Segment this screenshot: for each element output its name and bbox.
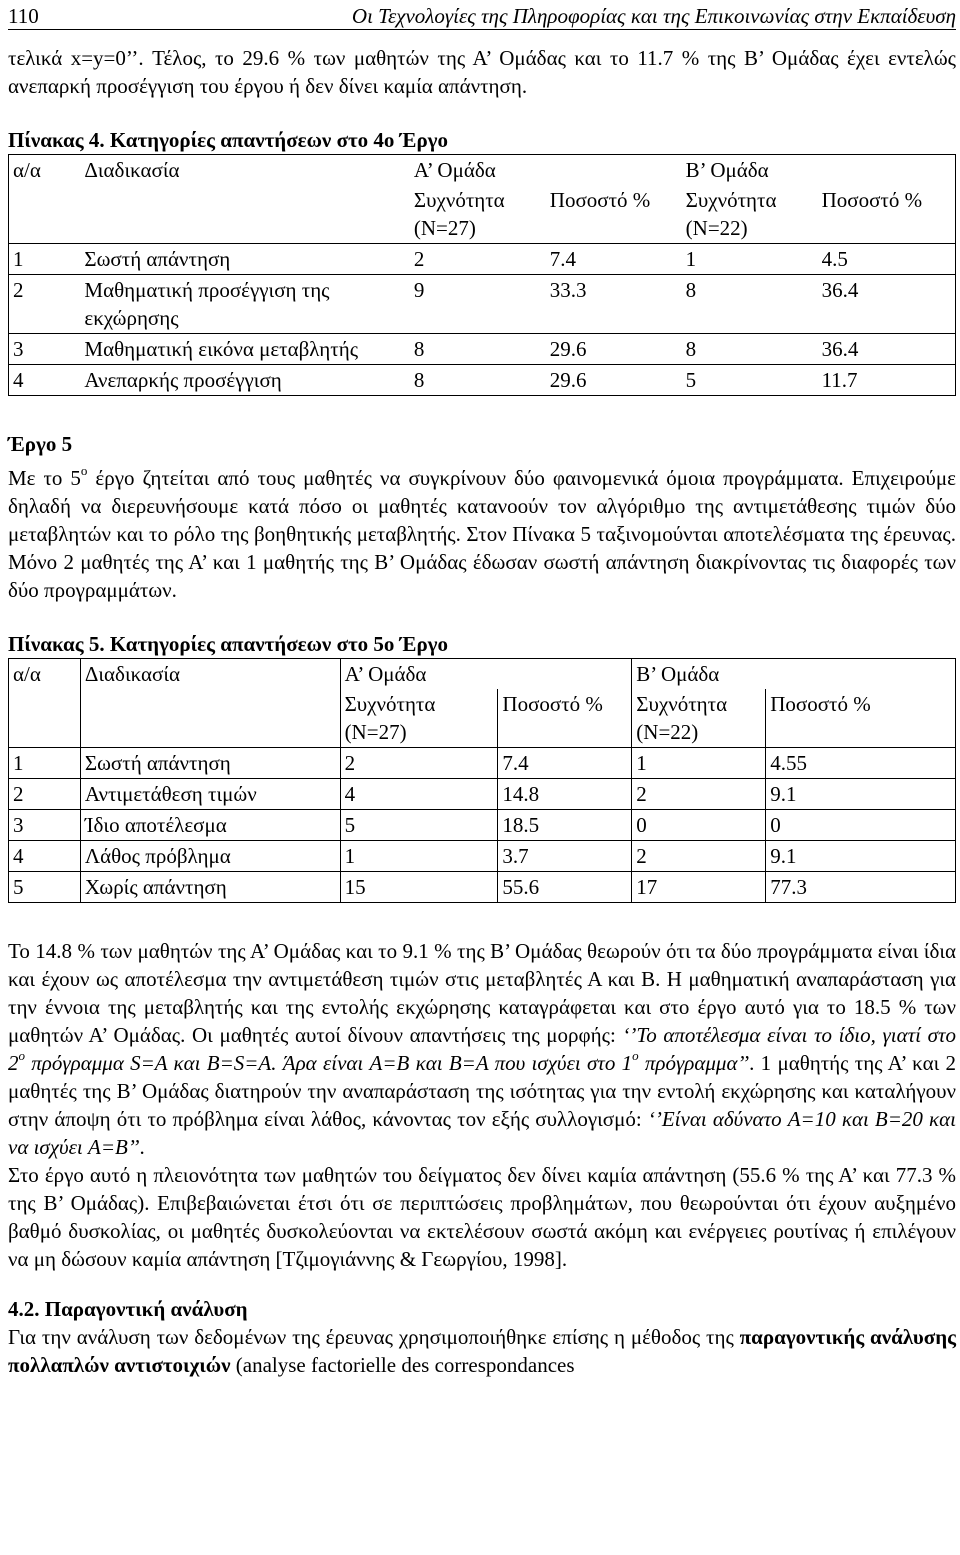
table5-col-aa: α/α xyxy=(9,659,81,690)
quote-sup: ο xyxy=(18,1048,25,1063)
cell-pct-a: 33.3 xyxy=(546,275,682,334)
cell-freq-b: 8 xyxy=(682,275,818,334)
cell-pct-b: 9.1 xyxy=(766,841,956,872)
table5-col-procedure: Διαδικασία xyxy=(80,659,340,690)
table4-caption xyxy=(8,126,956,154)
table-row xyxy=(9,810,956,841)
intro-paragraph: τελικά x=y=0’’. Τέλος, το 29.6 % των μαθητών της Α’ Ομάδας και το 11.7 % της Β’ Ομάδας έχει εντελώς ανεπαρκή προσέγγιση του έργου ή δεν δίνει καμία απάντηση. xyxy=(8,46,956,98)
cell-pct-b: 11.7 xyxy=(818,365,956,396)
row-label: Χωρίς απάντηση xyxy=(80,872,340,903)
table-row xyxy=(9,841,956,872)
row-label: Μαθηματική προσέγγιση της εκχώρησης xyxy=(80,275,410,334)
table5-caption xyxy=(8,630,956,658)
row-number: 1 xyxy=(9,244,81,275)
cell-pct-b: 36.4 xyxy=(818,334,956,365)
cell-freq-b: 1 xyxy=(632,748,766,779)
table5-subheader-row xyxy=(9,689,956,748)
cell-freq-a: 15 xyxy=(340,872,498,903)
quote-text: ‘’Είναι αδύνατο A=10 και B=20 και να ισχύει A=B’’ xyxy=(8,1107,956,1159)
cell-pct-a: 7.4 xyxy=(546,244,682,275)
cell-freq-b: 8 xyxy=(682,334,818,365)
cell-freq-a: 4 xyxy=(340,779,498,810)
table-5 xyxy=(8,658,956,903)
table5-freq-a: Συχνότητα (N=27) xyxy=(340,689,498,748)
table-row xyxy=(9,275,956,334)
table4-caption-label: Πίνακας 4. xyxy=(8,128,105,152)
row-label: Μαθηματική εικόνα μεταβλητής xyxy=(80,334,410,365)
cell-freq-a: 1 xyxy=(340,841,498,872)
cell-freq-a: 2 xyxy=(410,244,546,275)
table5-group-a: Α’ Ομάδα xyxy=(340,659,632,690)
table4-group-b: Β’ Ομάδα xyxy=(685,158,769,182)
cell-pct-a: 55.6 xyxy=(498,872,632,903)
table4-header-row xyxy=(9,155,956,186)
section-paragraph xyxy=(8,1323,956,1379)
discussion-paragraph-2: Στο έργο αυτό η πλειονότητα των μαθητών του δείγματος δεν δίνει καμία απάντηση (55.6 % της Α’ και 77.3 % της Β’ Ομάδας). Επιβεβαιώνεται έτσι ότι σε περιπτώσεις προβλημάτων, που θεωρούνται ότι έχουν αυξημένο βαθμό δυσκολίας, οι μαθητές δυσκολεύονται να εκτελέσουν σωστά ακόμη και ενέργειες ρουτίνας ή επιλέγουν να μη δώσουν καμία απάντηση [Τζιμογιάννης & Γεωργίου, 1998]. xyxy=(8,1163,956,1271)
quote-text: ‘’Το αποτέλεσμα είναι το ίδιο, γιατί στο 2 xyxy=(8,1023,956,1075)
cell-pct-a: 7.4 xyxy=(498,748,632,779)
cell-pct-b: 77.3 xyxy=(766,872,956,903)
discussion-paragraph-1 xyxy=(8,937,956,1161)
row-number: 3 xyxy=(9,810,81,841)
section-heading: 4.2. Παραγοντική ανάλυση xyxy=(8,1297,248,1321)
row-number: 1 xyxy=(9,748,81,779)
page-number: 110 xyxy=(8,4,39,28)
page xyxy=(8,0,956,1379)
cell-pct-b: 4.5 xyxy=(818,244,956,275)
table4-caption-title: Κατηγορίες απαντήσεων στο 4ο Έργο xyxy=(109,128,449,152)
cell-pct-b: 0 xyxy=(766,810,956,841)
row-label: Ανεπαρκής προσέγγιση xyxy=(80,365,410,396)
cell-pct-a: 18.5 xyxy=(498,810,632,841)
cell-freq-a: 8 xyxy=(410,365,546,396)
table-row xyxy=(9,365,956,396)
discussion-text: . 1 μαθητής της Α’ και 2 μαθητές της Β’ Ομάδας διατηρούν την αναπαράσταση της ισότητας για την εντολή εκχώρησης και καταλήγουν στην άποψη ότι το πρόβλημα είναι λάθος, κάνοντας τον εξής συλλογισμό: xyxy=(8,1051,957,1131)
quote-sup: ο xyxy=(632,1048,639,1063)
cell-pct-b: 36.4 xyxy=(818,275,956,334)
discussion-text: . xyxy=(139,1135,145,1159)
table4-col-procedure: Διαδικασία xyxy=(84,158,180,182)
section-bold-term: παραγοντικής ανάλυσης πολλαπλών αντιστοιχιών xyxy=(8,1325,956,1377)
table-4 xyxy=(8,154,956,396)
task5-text-rest: έργο ζητείται από τους μαθητές να συγκρίνουν δύο φαινομενικά όμοια προγράμματα. Επιχειρούμε δηλαδή να διερευνήσουμε κατά πόσο οι μαθητές κατανοούν τον αλγόριθμο της αντιμετάθεσης τιμών δύο μεταβλητών και το ρόλο της βοηθητικής μεταβλητής. Στον Πίνακα 5 ταξινομούνται αποτελέσματα της έρευνας. Μόνο 2 μαθητές της Α’ και 1 μαθητής της Β’ Ομάδας έδωσαν σωστή απάντηση διακρίνοντας τις διαφορές των δύο προγραμμάτων. xyxy=(8,466,956,602)
row-number: 4 xyxy=(9,841,81,872)
task5-sup: ο xyxy=(80,463,88,478)
discussion-text: Το 14.8 % των μαθητών της Α’ Ομάδας και το 9.1 % της Β’ Ομάδας θεωρούν ότι τα δύο προγράμματα είναι ίδια και έχουν ως αποτέλεσμα την αντιμετάθεση τιμών στις μεταβλητές Α και Β. Η μαθηματική αναπαράσταση για την έννοια της μεταβλητής και της εντολής εκχώρησης καταγράφεται και στο έργο αυτό για το 18.5 % των μαθητών Α’ Ομάδας. Οι μαθητές αυτοί δίνουν απαντήσεις της μορφής: xyxy=(8,939,956,1047)
table4-pct-b: Ποσοστό % xyxy=(821,188,923,212)
cell-freq-a: 2 xyxy=(340,748,498,779)
table5-freq-b: Συχνότητα (N=22) xyxy=(632,689,766,748)
quote-text: πρόγραμμα S=A και B=S=A. Άρα είναι A=B και B=A που ισχύει στο 1 xyxy=(25,1051,633,1075)
section-text: (analyse factorielle des correspondances xyxy=(230,1353,575,1377)
row-label: Αντιμετάθεση τιμών xyxy=(80,779,340,810)
table-row xyxy=(9,748,956,779)
row-number: 2 xyxy=(9,779,81,810)
table5-header-row xyxy=(9,659,956,690)
running-title: Οι Τεχνολογίες της Πληροφορίας και της Επικοινωνίας στην Εκπαίδευση xyxy=(351,4,956,28)
table5-caption-label: Πίνακας 5. xyxy=(8,632,105,656)
row-number: 4 xyxy=(9,365,81,396)
section-text: Για την ανάλυση των δεδομένων της έρευνας χρησιμοποιήθηκε επίσης η μέθοδος της xyxy=(8,1325,740,1349)
cell-pct-a: 29.6 xyxy=(546,365,682,396)
task5-text-start: Με το 5 xyxy=(8,466,81,490)
cell-freq-b: 1 xyxy=(682,244,818,275)
table4-group-a: Α’ Ομάδα xyxy=(413,158,496,182)
cell-pct-a: 3.7 xyxy=(498,841,632,872)
table-row xyxy=(9,872,956,903)
table-row xyxy=(9,779,956,810)
cell-freq-b: 2 xyxy=(632,779,766,810)
row-label: Σωστή απάντηση xyxy=(80,748,340,779)
row-number: 5 xyxy=(9,872,81,903)
cell-pct-a: 29.6 xyxy=(546,334,682,365)
table4-freq-b: Συχνότητα (N=22) xyxy=(685,188,777,240)
cell-freq-a: 8 xyxy=(410,334,546,365)
cell-pct-a: 14.8 xyxy=(498,779,632,810)
table4-subheader-row xyxy=(9,185,956,244)
table4-col-aa: α/α xyxy=(13,158,41,182)
page-header xyxy=(8,0,956,30)
table-row xyxy=(9,334,956,365)
cell-freq-b: 2 xyxy=(632,841,766,872)
table5-pct-a: Ποσοστό % xyxy=(498,689,632,748)
table5-pct-b: Ποσοστό % xyxy=(766,689,956,748)
row-number: 3 xyxy=(9,334,81,365)
row-label: Λάθος πρόβλημα xyxy=(80,841,340,872)
table-row xyxy=(9,244,956,275)
row-label: Σωστή απάντηση xyxy=(80,244,410,275)
row-number: 2 xyxy=(9,275,81,334)
cell-freq-b: 0 xyxy=(632,810,766,841)
task5-heading: Έργο 5 xyxy=(8,432,73,456)
cell-freq-b: 17 xyxy=(632,872,766,903)
cell-freq-a: 5 xyxy=(340,810,498,841)
table4-pct-a: Ποσοστό % xyxy=(549,188,651,212)
table5-group-b: Β’ Ομάδα xyxy=(632,659,956,690)
cell-pct-b: 9.1 xyxy=(766,779,956,810)
table4-freq-a: Συχνότητα (N=27) xyxy=(413,188,505,240)
cell-freq-b: 5 xyxy=(682,365,818,396)
task5-paragraph xyxy=(8,464,956,604)
table5-caption-title: Κατηγορίες απαντήσεων στο 5ο Έργο xyxy=(109,632,449,656)
row-label: Ίδιο αποτέλεσμα xyxy=(80,810,340,841)
cell-freq-a: 9 xyxy=(410,275,546,334)
quote-text: πρόγραμμα’’ xyxy=(638,1051,750,1075)
cell-pct-b: 4.55 xyxy=(766,748,956,779)
